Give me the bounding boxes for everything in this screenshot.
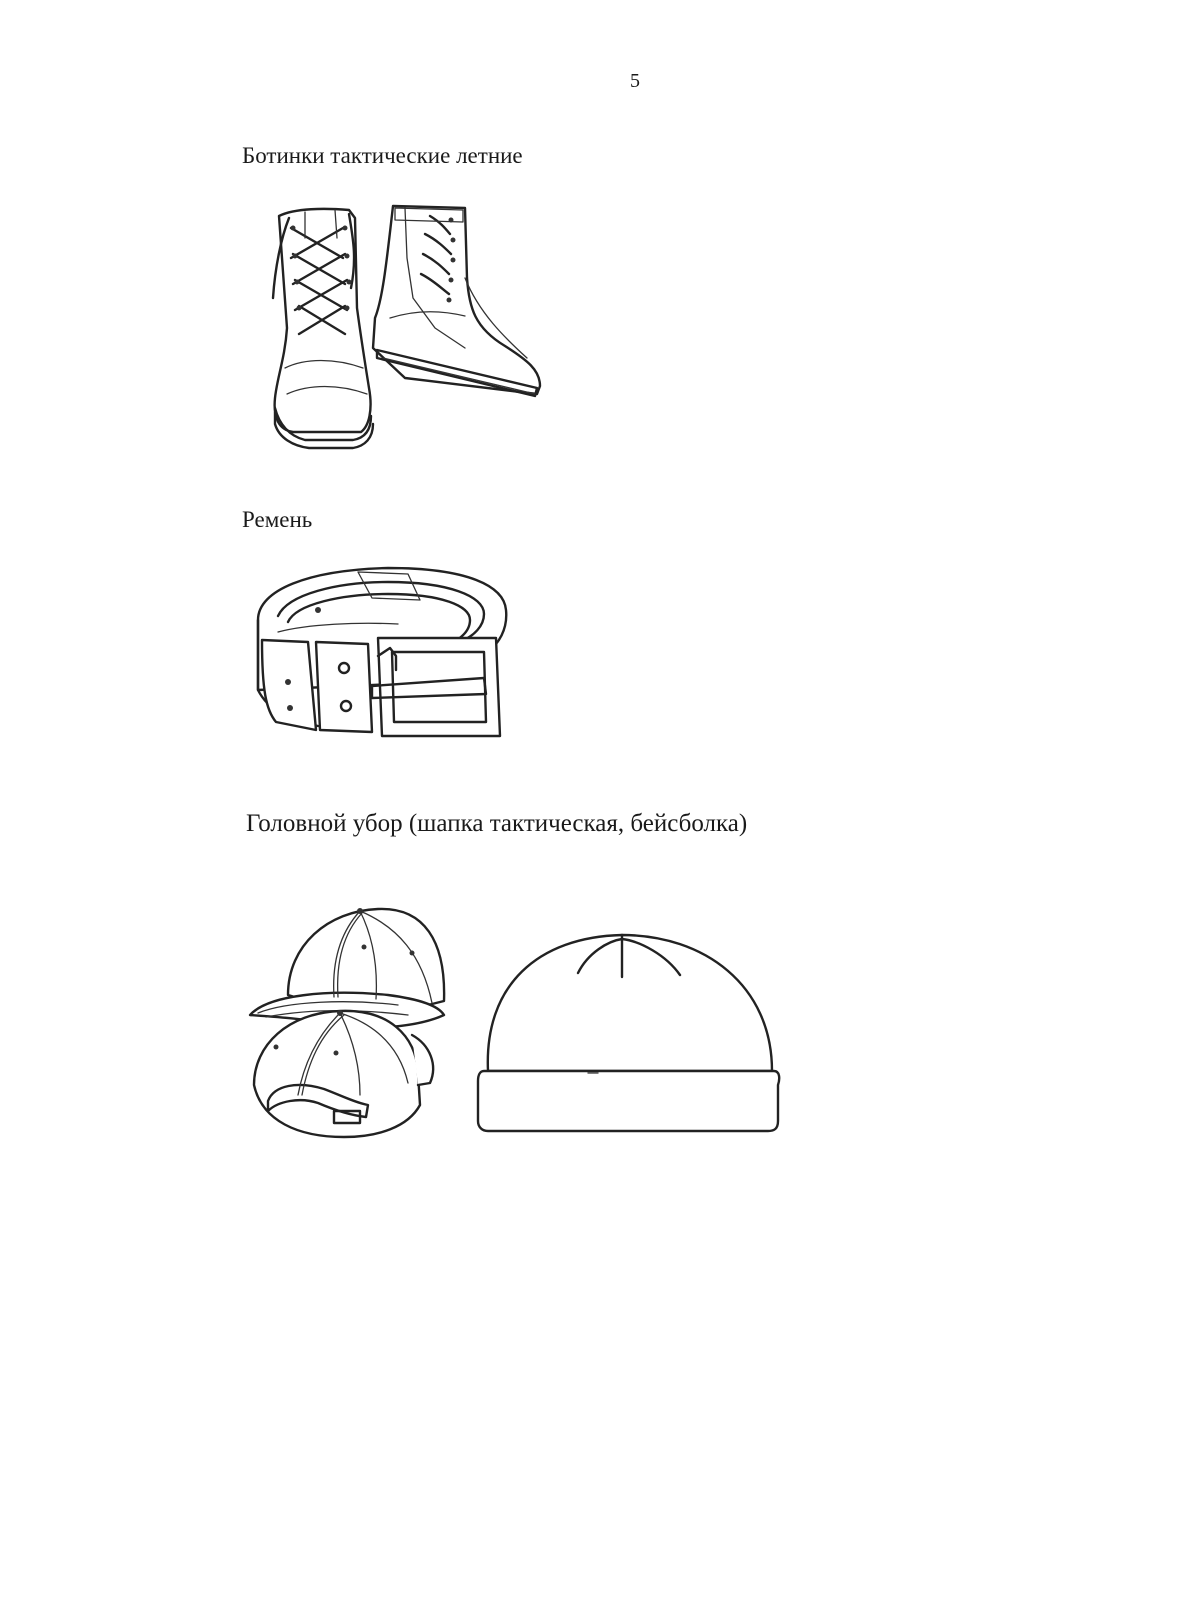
belt-illustration	[248, 560, 528, 750]
tactical-boots-illustration	[265, 198, 555, 468]
belt-icon	[248, 560, 528, 750]
headwear-illustration	[248, 905, 808, 1185]
section-title-boots: Ботинки тактические летние	[242, 143, 523, 168]
page-number: 5	[630, 70, 640, 92]
tactical-boots-icon	[265, 198, 555, 468]
section-title-belt: Ремень	[242, 507, 313, 532]
section-title-headwear: Головной убор (шапка тактическая, бейсболка)	[246, 810, 748, 837]
headwear-icon	[248, 905, 808, 1185]
